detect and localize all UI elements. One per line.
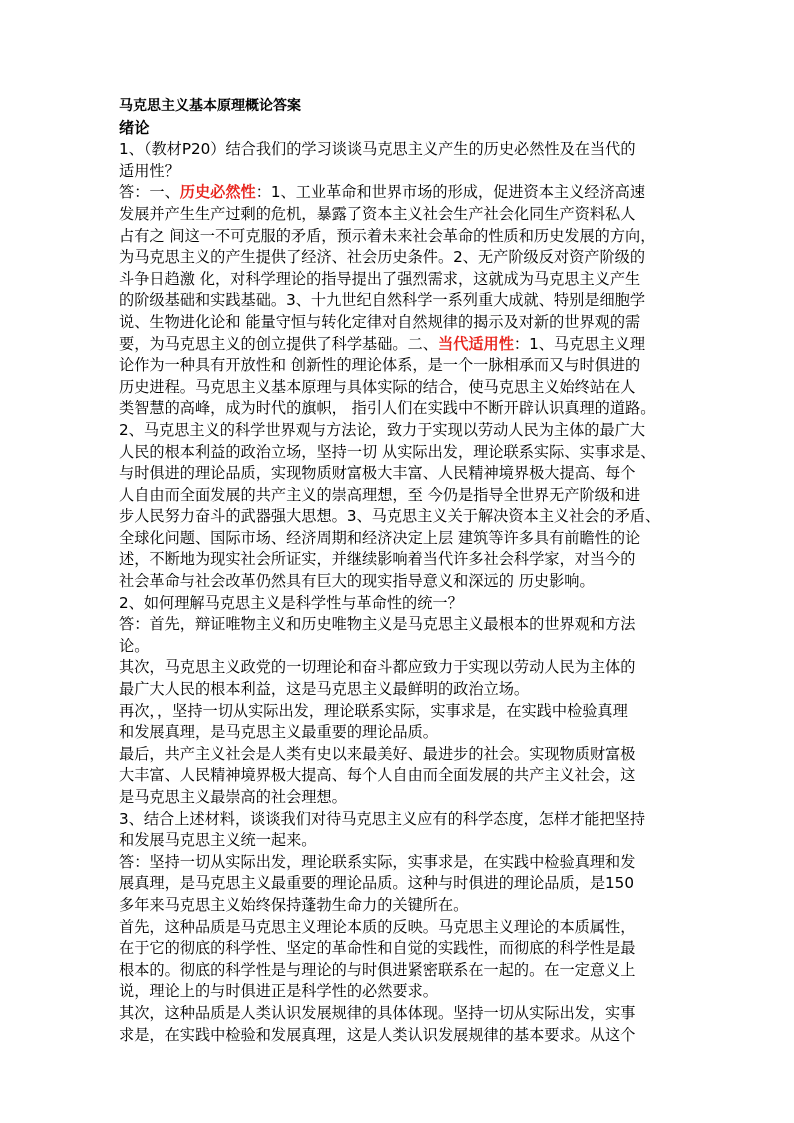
- text-line: 答：首先，辩证唯物主义和历史唯物主义是马克思主义最根本的世界观和方法: [119, 615, 636, 634]
- text-line: 求是，在实践中检验和发展真理，这是人类认识发展规律的基本要求。从这个: [119, 1025, 636, 1044]
- text-line: 的阶级基础和实践基础。3、十九世纪自然科学一系列重大成就、特别是细胞学: [119, 291, 646, 310]
- text-line: 最后，共产主义社会是人类有史以来最美好、最进步的社会。实现物质财富极: [119, 744, 636, 763]
- text-line: 其次，马克思主义政党的一切理论和奋斗都应致力于实现以劳动人民为主体的: [119, 658, 636, 677]
- text-line: 人自由而全面发展的共产主义的崇高理想，至 今仍是指导全世界无产阶级和进: [119, 485, 641, 504]
- text-segment: ：1、工业革命和世界市场的形成，促进资本主义经济高速: [255, 183, 646, 202]
- text-line: 为马克思主义的产生提供了经济、社会历史条件。2、无产阶级反对资产阶级的: [119, 248, 646, 267]
- text-line: 占有之 间这一不可克服的矛盾，预示着未来社会革命的性质和历史发展的方向，: [119, 226, 656, 245]
- text-line: 类智慧的高峰，成为时代的旗帜， 指引人们在实践中不断开辟认识真理的道路。: [119, 399, 656, 418]
- text-line: 2、马克思主义的科学世界观与方法论，致力于实现以劳动人民为主体的最广大: [119, 420, 646, 439]
- highlighted-term: 历史必然性: [179, 183, 256, 202]
- text-line: 适用性？: [119, 161, 180, 180]
- text-line: 和发展真理，是马克思主义最重要的理论品质。: [119, 723, 438, 742]
- section-heading: 绪论: [119, 118, 150, 137]
- highlighted-term: 当代适用性: [437, 334, 514, 353]
- text-line: 说，理论上的与时俱进正是科学性的必然要求。: [119, 982, 438, 1001]
- document-page: [119, 96, 679, 1046]
- text-line: 发展并产生生产过剩的危机，暴露了资本主义社会生产社会化同生产资料私人: [119, 204, 636, 223]
- document-body: [119, 139, 679, 1046]
- text-line: 和发展马克思主义统一起来。: [119, 831, 317, 850]
- text-line: 多年来马克思主义始终保持蓬勃生命力的关键所在。: [119, 895, 469, 914]
- text-line: 论。: [119, 636, 150, 655]
- text-line: 2、如何理解马克思主义是科学性与革命性的统一？: [119, 593, 463, 612]
- text-line: 其次，这种品质是人类认识发展规律的具体体现。坚持一切从实际出发，实事: [119, 1003, 636, 1022]
- text-line: 说、生物进化论和 能量守恒与转化定律对自然规律的揭示及对新的世界观的需: [119, 312, 641, 331]
- text-line: 3、结合上述材料，谈谈我们对待马克思主义应有的科学态度，怎样才能把坚持: [119, 809, 646, 828]
- document-title: 马克思主义基本原理概论答案: [119, 98, 301, 114]
- text-line: 是马克思主义最崇高的社会理想。: [119, 788, 347, 806]
- text-line: 社会革命与社会改革仍然具有巨大的现实指导意义和深远的 历史影响。: [119, 572, 595, 591]
- text-line: 最广大人民的根本利益，这是马克思主义最鲜明的政治立场。: [119, 680, 530, 699]
- text-line: 全球化问题、国际市场、经济周期和经济决定上层 建筑等许多具有前瞻性的论: [119, 528, 641, 547]
- text-segment: ：1、马克思主义理: [513, 334, 646, 353]
- text-line: 论作为一种具有开放性和 创新性的理论体系，是一个一脉相承而又与时俱进的: [119, 356, 641, 375]
- text-line: 展真理，是马克思主义最重要的理论品质。这种与时俱进的理论品质，是150: [119, 874, 634, 893]
- text-line: 再次，，坚持一切从实际出发，理论联系实际，实事求是，在实践中检验真理: [119, 701, 628, 720]
- text-segment: 答：一、: [119, 183, 180, 202]
- text-line: 斗争日趋激 化，对科学理论的指导提出了强烈需求，这就成为马克思主义产生: [119, 269, 641, 288]
- text-line: [119, 334, 679, 356]
- text-segment: 要，为马克思主义的创立提供了科学基础。二、: [119, 334, 438, 353]
- text-line: 在于它的彻底的科学性、坚定的革命性和自觉的实践性，而彻底的科学性是最: [119, 939, 636, 958]
- text-line: 与时俱进的理论品质，实现物质财富极大丰富、人民精神境界极大提高、每个: [119, 464, 636, 483]
- text-line: 根本的。彻底的科学性是与理论的与时俱进紧密联系在一起的。在一定意义上: [119, 960, 636, 979]
- text-line: 大丰富、人民精神境界极大提高、每个人自由而全面发展的共产主义社会，这: [119, 766, 636, 785]
- text-line: 答：坚持一切从实际出发，理论联系实际，实事求是，在实践中检验真理和发: [119, 852, 636, 871]
- text-line: 步人民努力奋斗的武器强大思想。3、马克思主义关于解决资本主义社会的矛盾、: [119, 507, 661, 526]
- text-line: 述，不断地为现实社会所证实，并继续影响着当代许多社会科学家，对当今的: [119, 550, 636, 569]
- text-line: [119, 182, 679, 204]
- text-line: 历史进程。马克思主义基本原理与具体实际的结合，使马克思主义始终站在人: [119, 377, 636, 396]
- text-line: 1、（教材P20）结合我们的学习谈谈马克思主义产生的历史必然性及在当代的: [119, 140, 636, 159]
- text-line: 人民的根本利益的政治立场，坚持一切 从实际出发，理论联系实际、实事求是、: [119, 442, 656, 461]
- text-line: 首先，这种品质是马克思主义理论本质的反映。马克思主义理论的本质属性，: [119, 917, 636, 936]
